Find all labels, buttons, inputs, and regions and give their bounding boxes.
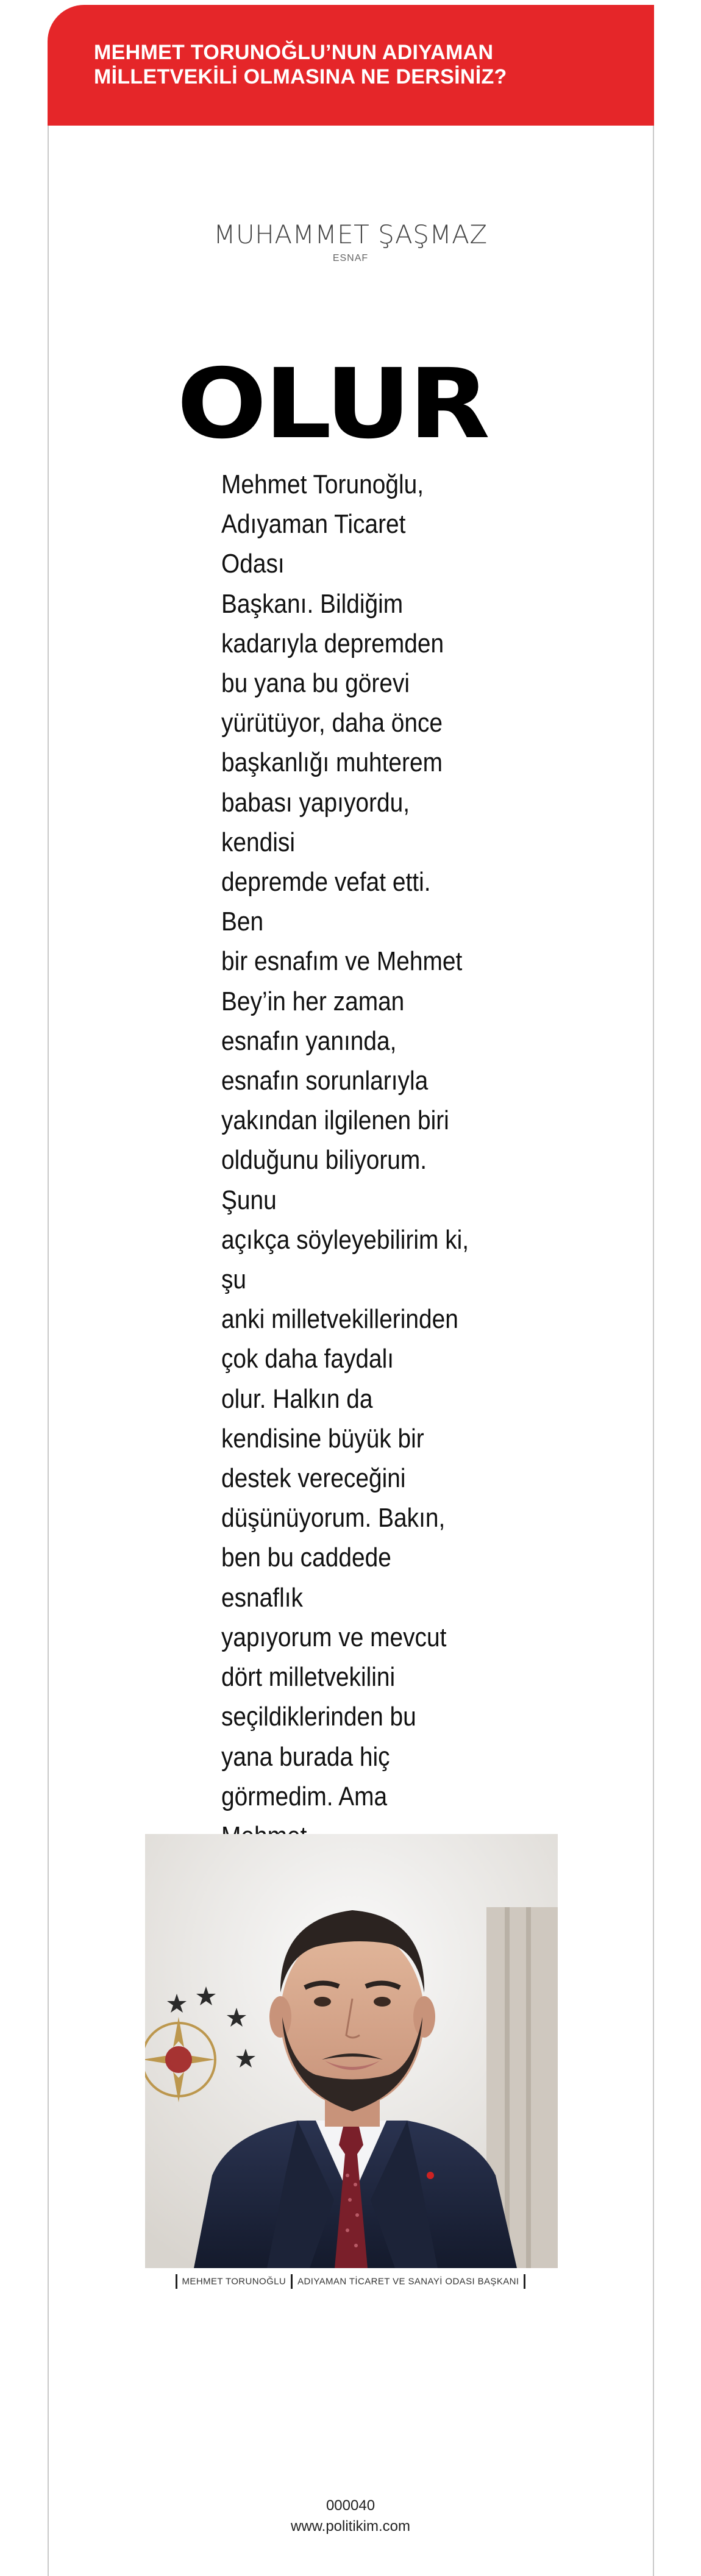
author-name: MUHAMMET ŞAŞMAZ xyxy=(213,219,488,249)
byline xyxy=(0,219,701,264)
photo-caption xyxy=(0,2274,701,2289)
portrait-illustration xyxy=(145,1834,558,2268)
quote-body: Mehmet Torunoğlu, Adıyaman Ticaret Odası Başkanı. Bildiğim kadarıyla depremden bu yana bu görevi yürütüyor, daha önce başkanlığı muhterem babası yapıyordu, kendisi depremde vefat etti. Ben bir esnafım ve Mehmet Bey’in her zaman esnafın yanında, esnafın sorunlarıyla yakından ilgilenen biri olduğunu biliyorum. Şunu açıkça söyleyebilirim ki, şu anki milletvekillerinden çok daha faydalı olur. Halkın da kendisine büyük bir destek vereceğini düşünüyorum. Bakın, ben bu caddede esnaflık yapıyorum ve mevcut dört milletvekilini seçildiklerinden bu yana burada hiç görmedim. Ama xyxy=(221,470,469,1811)
answer-headline: OLUR xyxy=(177,348,488,460)
caption-title: ADIYAMAN TİCARET VE SANAYİ ODASI BAŞKANI xyxy=(297,2276,519,2287)
caption-divider xyxy=(524,2274,525,2289)
page-border-left xyxy=(48,49,49,2576)
portrait-photo xyxy=(145,1834,558,2268)
page-border-right xyxy=(653,49,654,2576)
page-footer xyxy=(0,2496,701,2537)
caption-divider xyxy=(291,2274,293,2289)
caption-name: MEHMET TORUNOĞLU xyxy=(182,2276,286,2287)
page-number: 000040 xyxy=(326,2497,375,2514)
question-title: MEHMET TORUNOĞLU’NUN ADIYAMAN MİLLETVEKİLİ OLMASINA NE DERSİNİZ? xyxy=(94,41,507,88)
author-role: ESNAF xyxy=(332,253,369,263)
caption-divider xyxy=(176,2274,177,2289)
question-banner xyxy=(48,5,654,126)
website-link[interactable]: www.politikim.com xyxy=(290,2518,411,2535)
